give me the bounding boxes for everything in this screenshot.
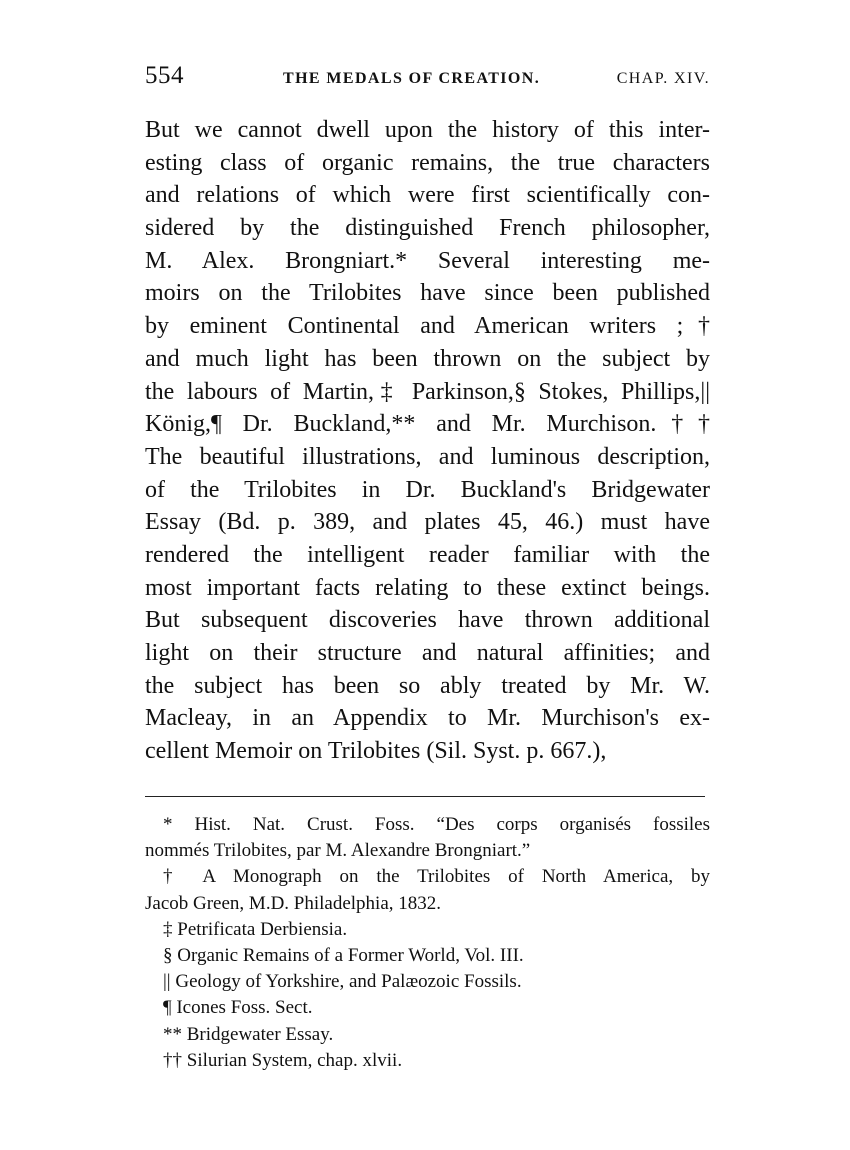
- text-line: The beautiful illustrations, and luminous description,: [145, 443, 710, 470]
- footnote-line: † A Monograph on the Trilobites of North America, by: [163, 866, 710, 888]
- footnote-line: †† Silurian System, chap. xlvii.: [163, 1049, 403, 1071]
- text-line: by eminent Continental and American writers ;†: [145, 313, 710, 340]
- text-line: of the Trilobites in Dr. Buckland's Bridgewater: [145, 476, 710, 503]
- footnote-line: ‡ Petrificata Derbiensia.: [163, 918, 348, 940]
- body-paragraph: [145, 114, 710, 768]
- text-line: esting class of organic remains, the true characters: [145, 149, 710, 176]
- footnote-line: nommés Trilobites, par M. Alexandre Brongniart.”: [145, 840, 531, 862]
- text-line: sidered by the distinguished French philosopher,: [145, 215, 710, 242]
- text-line: the subject has been so ably treated by Mr. W.: [145, 672, 710, 699]
- text-line: But we cannot dwell upon the history of this inter-: [145, 117, 710, 143]
- text-line: most important facts relating to these extinct beings.: [145, 574, 710, 601]
- footnotes: [145, 812, 710, 1074]
- text-line: and much light has been thrown on the subject by: [145, 345, 710, 372]
- footnote-line: § Organic Remains of a Former World, Vol. III.: [163, 944, 524, 966]
- footnote-line: ¶ Icones Foss. Sect.: [163, 997, 313, 1019]
- page-number: 554: [145, 62, 184, 89]
- text-line: and relations of which were first scientifically con-: [145, 182, 710, 209]
- footnote-line: Jacob Green, M.D. Philadelphia, 1832.: [145, 892, 442, 914]
- text-line: the labours of Martin,‡ Parkinson,§ Stokes, Phillips,||: [145, 378, 710, 405]
- footnote-divider: [145, 796, 705, 797]
- running-title: THE MEDALS OF CREATION.: [283, 70, 541, 87]
- text-line: Essay (Bd. p. 389, and plates 45, 46.) must have: [145, 509, 710, 536]
- text-line: But subsequent discoveries have thrown additional: [145, 607, 710, 634]
- footnote-line: ** Bridgewater Essay.: [163, 1023, 334, 1045]
- text-line: cellent Memoir on Trilobites (Sil. Syst. p. 667.),: [145, 738, 607, 765]
- text-line: rendered the intelligent reader familiar with the: [145, 541, 710, 568]
- chapter-label: CHAP. XIV.: [616, 70, 710, 87]
- text-line: M. Alex. Brongniart.* Several interesting me-: [145, 247, 710, 274]
- footnote-line: || Geology of Yorkshire, and Palæozoic Fossils.: [163, 971, 522, 993]
- running-header: [145, 62, 710, 94]
- text-line: light on their structure and natural affinities; and: [145, 640, 710, 666]
- text-line: König,¶ Dr. Buckland,** and Mr. Murchison.††: [145, 411, 710, 438]
- text-line: Macleay, in an Appendix to Mr. Murchison's ex-: [145, 705, 710, 732]
- text-line: moirs on the Trilobites have since been published: [145, 280, 710, 307]
- footnote-line: * Hist. Nat. Crust. Foss. “Des corps organisés fossiles: [163, 814, 710, 835]
